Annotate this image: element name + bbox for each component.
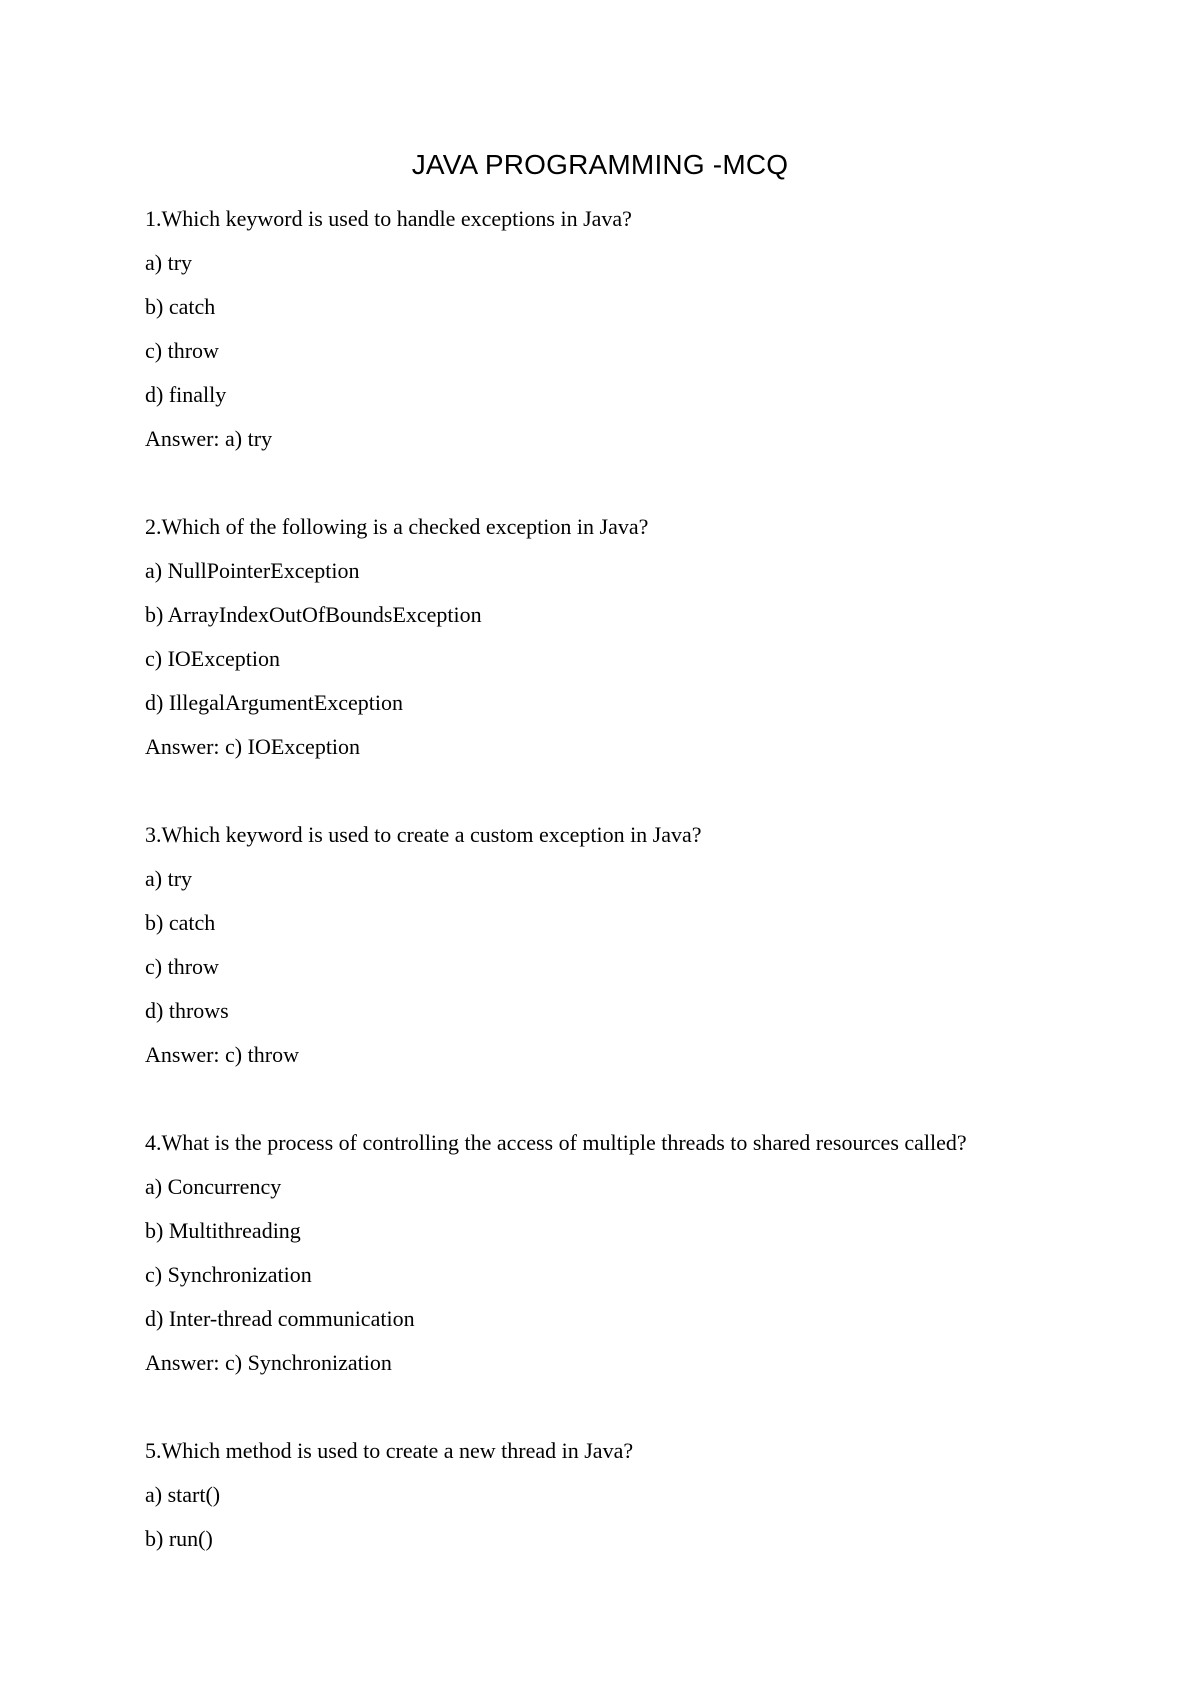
option-d: d) IllegalArgumentException	[145, 690, 404, 715]
option-d: d) finally	[145, 382, 227, 407]
option-b: b) Multithreading	[145, 1218, 301, 1243]
option-a: a) start()	[145, 1482, 221, 1507]
question-list	[145, 205, 1145, 1613]
option-b: b) catch	[145, 910, 216, 935]
question-text: 5.Which method is used to create a new thread in Java?	[145, 1438, 634, 1463]
option-b: b) catch	[145, 294, 216, 319]
option-b: b) run()	[145, 1526, 213, 1551]
option-a: a) try	[145, 250, 193, 275]
answer-text: Answer: a) try	[145, 426, 273, 451]
option-c: c) throw	[145, 954, 219, 979]
option-a: a) try	[145, 866, 193, 891]
answer-text: Answer: c) throw	[145, 1042, 299, 1067]
option-d: d) throws	[145, 998, 229, 1023]
option-c: c) Synchronization	[145, 1262, 312, 1287]
question-text: 1.Which keyword is used to handle exceptions in Java?	[145, 206, 632, 231]
option-c: c) IOException	[145, 646, 280, 671]
option-d: d) Inter-thread communication	[145, 1306, 415, 1331]
option-c: c) throw	[145, 338, 219, 363]
option-b: b) ArrayIndexOutOfBoundsException	[145, 602, 482, 627]
answer-text: Answer: c) IOException	[145, 734, 361, 759]
question-block	[145, 821, 1145, 1085]
question-block	[145, 513, 1145, 777]
question-block	[145, 1437, 1145, 1569]
question-text: 2.Which of the following is a checked exception in Java?	[145, 514, 649, 539]
document-title: JAVA PROGRAMMING -MCQ	[411, 149, 789, 180]
question-text: 4.What is the process of controlling the access of multiple threads to shared resources called?	[145, 1130, 967, 1155]
question-block	[145, 1129, 1145, 1393]
question-text: 3.Which keyword is used to create a custom exception in Java?	[145, 822, 702, 847]
question-block	[145, 205, 1145, 469]
option-a: a) NullPointerException	[145, 558, 360, 583]
option-a: a) Concurrency	[145, 1174, 282, 1199]
answer-text: Answer: c) Synchronization	[145, 1350, 392, 1375]
